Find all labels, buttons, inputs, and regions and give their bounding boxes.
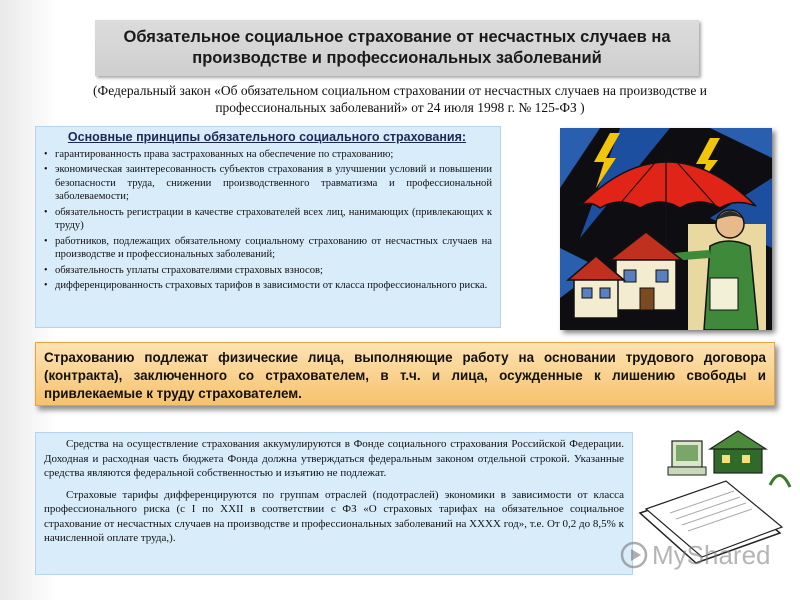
- principle-item: • работников, подлежащих обязательному социальному страхованию от несчастных случаев на производстве и профессиональных заболеваний;: [42, 235, 492, 262]
- principle-item: • обязательность уплаты страхователями страховых взносов;: [42, 264, 492, 278]
- watermark-text: MyShared: [652, 539, 771, 570]
- law-reference: (Федеральный закон «Об обязательном социальном страховании от несчастных случаев на производстве и профессиональных заболеваний» от 24 июля 1998 г. № 125-ФЗ ): [93, 83, 707, 115]
- umbrella-man-house-illustration: [560, 128, 772, 330]
- fund-paragraph-2: Страховые тарифы дифференцируются по группам отраслей (подотраслей) экономики в зависимости от класса профессионального риска (с I по XXII в соответствии с ФЗ «О страховых тарифах на обязательное социальное страхование от несчастных случаев на производстве и профессиональных заболеваний на XXXX год», т.е. От 0,2 до 8,5% к начисленной оплате труда,).: [44, 488, 624, 544]
- play-icon: [620, 541, 648, 569]
- principle-item: • гарантированность права застрахованных на обеспечение по страхованию;: [42, 148, 492, 162]
- fund-box: [35, 432, 633, 575]
- principles-list: [42, 148, 492, 293]
- fund-paragraph-1: Средства на осуществление страхования аккумулируются в Фонде социального страхования Российской Федерации. Доходная и расходная часть бюджета Фонда должна утверждаться федеральным законом отдельной строкой. Указанные средства являются федеральной собственностью и изъятию не подлежат.: [44, 438, 624, 479]
- principle-item: • экономическая заинтересованность субъектов страхования в улучшении условий и повышении безопасности труда, снижении производственного травматизма и профессиональной заболеваемости;: [42, 163, 492, 204]
- principles-box: [35, 126, 501, 328]
- page-title: [95, 20, 699, 76]
- principle-item: • обязательность регистрации в качестве страхователей всех лиц, нанимающих (привлекающих к труду): [42, 206, 492, 233]
- insured-persons-note: Страхованию подлежат физические лица, выполняющие работу на основании трудового договора (контракта), заключенного со страхователем, в т.ч. и лица, осужденные к лишению свободы и привлекаемые к труду страхователем.: [35, 342, 775, 406]
- principle-item: • дифференцированность страховых тарифов в зависимости от класса профессионального риска.: [42, 279, 492, 293]
- principles-heading: Основные принципы обязательного социального страхования:: [67, 130, 467, 144]
- umbrella-illustration-svg: [560, 128, 772, 330]
- watermark: [620, 538, 780, 572]
- page-title-text: Обязательное социальное страхование от несчастных случаев на производстве и профессиональных заболеваний: [123, 28, 671, 67]
